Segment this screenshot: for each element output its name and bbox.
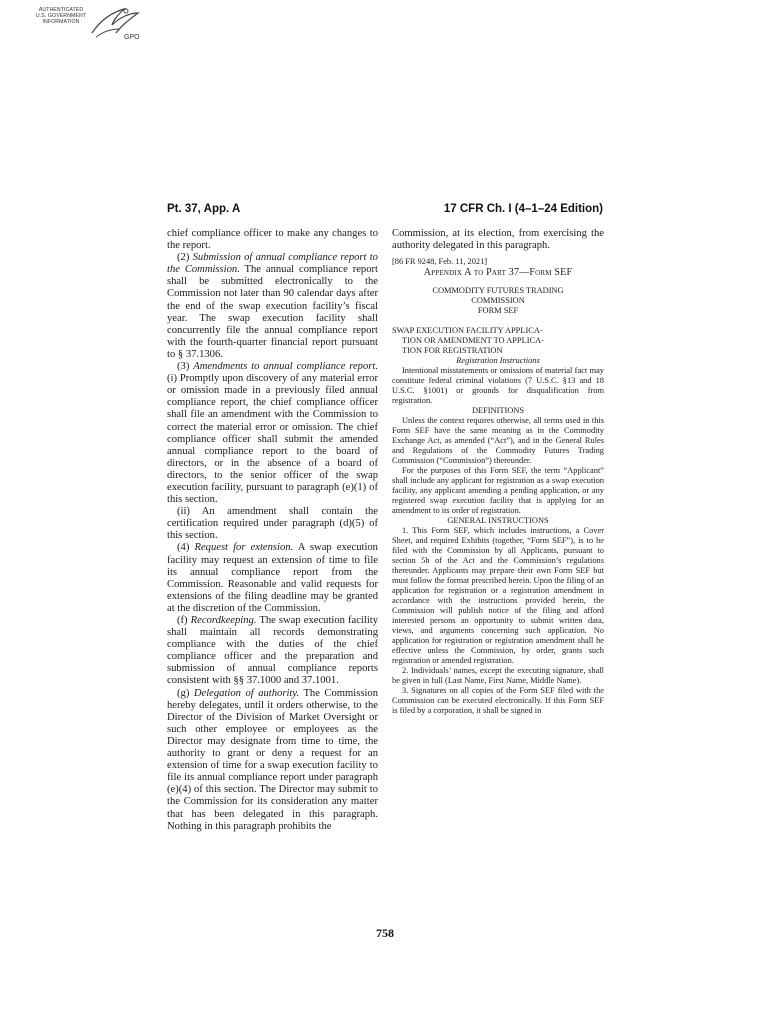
paragraph-text: A swap execution facility may request an extension of time to file its annual compliance report from the Commission. Reasonable and valid requests for extensions of the filing deadline may be granted at the discretion of the Commission. [167, 542, 378, 614]
warning-paragraph: Intentional misstatements or omissions of material fact may constitute federal criminal violations (7 U.S.C. §13 and 18 U.S.C. §1001) or grounds for disqualification from registration. [392, 366, 604, 406]
paragraph-heading: Delegation of authority. [193, 687, 300, 699]
instruction-paragraph: 2. Individuals’ names, except the executing signature, shall be given in full (Last Name, First Name, Middle Name). [392, 666, 604, 686]
paragraph [167, 615, 378, 688]
paragraph-text: The Commission hereby delegates, until it orders otherwise, to the Director of the Division of Market Oversight or such other employee or employees as the Director may designate from time to time, the authority to grant or deny a request for an extension of time for a swap execution facility to file its annual compliance report under paragraph (e)(4) of this section. The Director may submit to the Commission for its consideration any matter that has been delegated in this paragraph. Nothing in this paragraph prohibits the [167, 687, 378, 832]
paragraph [167, 506, 378, 542]
paragraph [167, 361, 378, 506]
paragraph [167, 688, 378, 833]
federal-register-citation: [86 FR 9248, Feb. 11, 2021] [392, 257, 488, 267]
eagle-seal-icon [86, 3, 142, 45]
paragraph-text: The swap execution facility shall maintain all records demonstrating compliance with the duties of the chief compliance officer and the preparation and submission of annual compliance reports consistent with §§ 37.1000 and 37.1001. [167, 615, 379, 687]
appendix-title: Appendix A to Part 37—Form SEF [423, 267, 573, 279]
paragraph-heading: Request for extension. [194, 542, 294, 554]
agency-name [392, 286, 604, 306]
continuation-paragraph: Commission, at its election, from exercising the authority delegated in this paragraph. [392, 228, 604, 252]
agency-name-line: COMMISSION [471, 296, 525, 306]
paragraph-lead: (4) [177, 542, 195, 554]
instruction-paragraph: 3. Signatures on all copies of the Form SEF filed with the Commission can be executed electronically. If this Form SEF is filed by a corporation, it shall be signed in [392, 686, 604, 716]
definitions-heading: DEFINITIONS [471, 406, 525, 416]
paragraph-heading: Submission of annual compliance report to the Commission. [167, 252, 378, 276]
paragraph-lead: (2) [177, 252, 193, 264]
seal-line: AUTHENTICATED [38, 7, 84, 13]
definition-paragraph: Unless the context requires otherwise, all terms used in this Form SEF have the same meaning as in the Commodity Exchange Act, as amended (“Act”), and in the General Rules and Regulations of the Commodity Futures Trading Commission (“Commission”) thereunder. [392, 416, 604, 466]
right-column [392, 228, 604, 716]
page-number: 758 [376, 926, 394, 940]
instruction-paragraph: 1. This Form SEF, which includes instructions, a Cover Sheet, and required Exhibits (together, “Form SEF”), is to be filed with the Commission by all Applicants, pursuant to section 5h of the Act and the Commission’s regulations thereunder. Applicants may prepare their own Form SEF but must follow the format prescribed herein. Upon the filing of an application for registration or a registration amendment in accordance with the instructions provided herein, the Commission will publish notice of the filing and afford interested persons an opportunity to submit written data, views, and arguments concerning such application. No application for registration or registration amendment shall be effective unless the Commission, by order, grants such registration or amended registration. [392, 526, 604, 666]
definition-paragraph: For the purposes of this Form SEF, the term “Applicant” shall include any applicant for registration as a swap execution facility, any applicant amending a pending application, or any registered swap execution facility that is applying for an amendment to its order of registration. [392, 466, 604, 516]
running-head [167, 203, 603, 219]
application-title-line: SWAP EXECUTION FACILITY APPLICA- [392, 326, 543, 336]
agency-name-line: COMMODITY FUTURES TRADING [432, 286, 564, 296]
seal-line: INFORMATION [42, 19, 80, 26]
application-title-line: TION FOR REGISTRATION [402, 346, 503, 356]
paragraph [167, 542, 378, 615]
paragraph-text: (i) Promptly upon discovery of any material error or omission made in a previously filed annual compliance report, the chief compliance officer shall file an amendment with the Commission to correct the material error or omission. The chief compliance officer shall submit the amended annual compliance report to the board of directors, or in the absence of a board of directors, to the senior officer of the swap execution facility, pursuant to paragraph (e)(1) of this section. [167, 373, 378, 506]
gpo-authentication-seal [28, 3, 140, 45]
paragraph-heading: Amendments to annual compliance report. [193, 361, 378, 373]
paragraph [167, 252, 378, 361]
paragraph-text: The annual compliance report shall be submitted electronically to the Commission not later than 90 calendar days after the end of the swap execution facility’s fiscal year. The swap execution facility shall concurrently file the annual compliance report with the fourth-quarter financial report pursuant to § 37.1306. [167, 264, 378, 360]
paragraph [167, 228, 378, 252]
paragraph-heading: Recordkeeping. [190, 615, 257, 626]
cfr-edition: 17 CFR Ch. I (4–1–24 Edition) [443, 203, 603, 215]
part-reference: Pt. 37, App. A [167, 203, 241, 215]
registration-instructions-heading: Registration Instructions [456, 356, 540, 366]
paragraph-lead: (g) [177, 687, 194, 699]
general-instructions-heading: GENERAL INSTRUCTIONS [447, 516, 549, 526]
paragraph-text: chief compliance officer to make any changes to the report. [167, 228, 378, 252]
paragraph-text: (ii) An amendment shall contain the certification required under paragraph (d)(5) of this section. [167, 506, 378, 542]
application-title [392, 326, 604, 356]
seal-text [28, 7, 94, 26]
gpo-mark: GPO [124, 34, 140, 41]
left-column [167, 228, 378, 833]
paragraph-lead: (f) [177, 615, 191, 626]
form-name: FORM SEF [477, 306, 519, 316]
seal-line: U.S. GOVERNMENT [35, 13, 87, 20]
paragraph-lead: (3) [177, 361, 194, 373]
application-title-line: TION OR AMENDMENT TO APPLICA- [402, 336, 544, 346]
